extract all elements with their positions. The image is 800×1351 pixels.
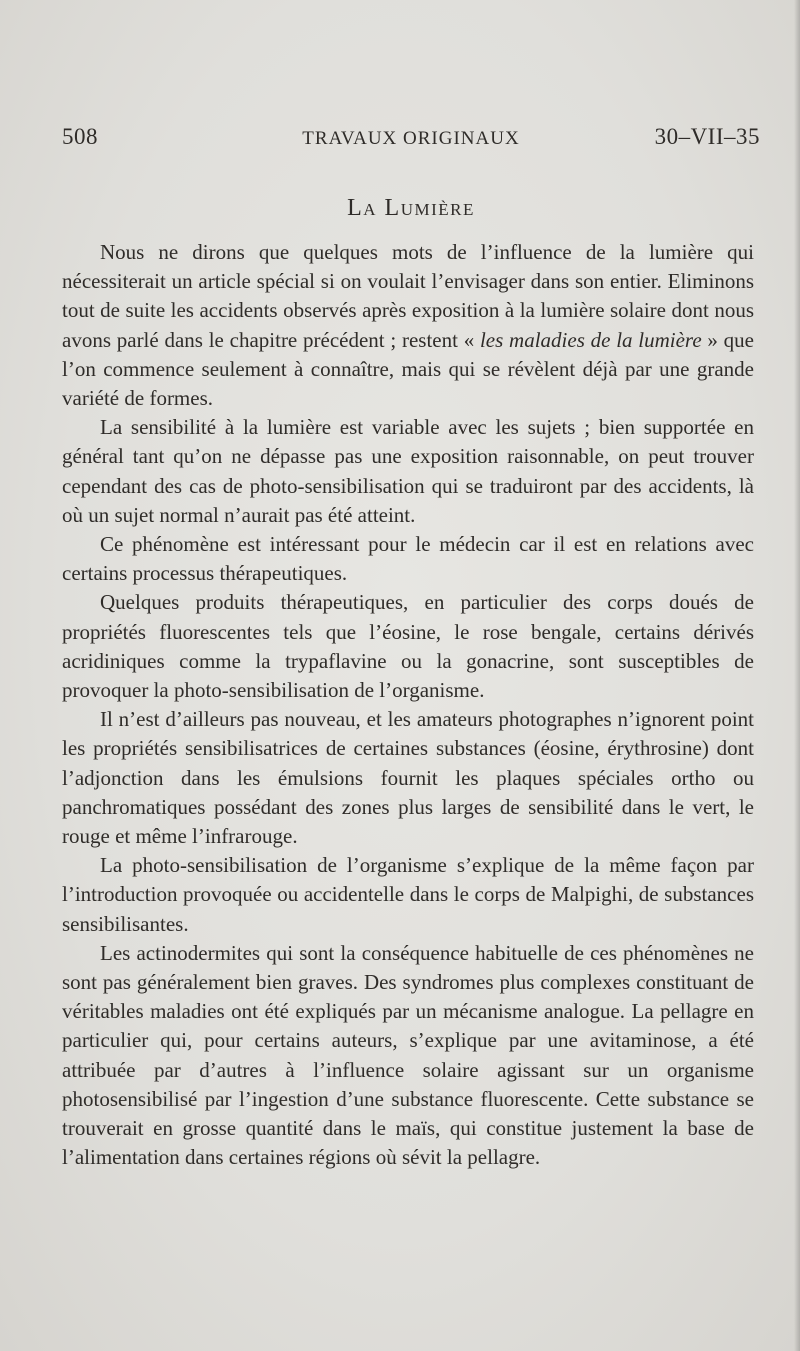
italic-phrase: les maladies de la lumière (479, 327, 702, 352)
running-head (62, 124, 760, 154)
paragraph-text: Nous ne dirons que quelques mots de l’influence de la lumière qui nécessiterait un article spécial si on voulait l’envisager dans son entier. Eliminons tout de suite les accidents observés après exposition à la lumière solaire dont nous avons parlé dans le chapitre précédent ; restent « (62, 240, 754, 352)
paragraph: Quelques produits thérapeutiques, en particulier des corps doués de propriétés fluorescentes tels que l’éosine, le rose bengale, certains dérivés acridiniques comme la trypaflavine ou la gonacrine, sont susceptibles de provoquer la photo-sensibilisation de l’organisme. (62, 590, 754, 703)
paragraph: Il n’est d’ailleurs pas nouveau, et les amateurs photographes n’ignorent point les propriétés sensibilisatrices de certaines substances (éosine, érythrosine) dont l’adjonction dans les émulsions fournit les plaques spéciales ortho ou panchromatiques possédant des zones plus larges de sensibilité dans le vert, le rouge et même l’infrarouge. (62, 707, 754, 849)
paragraph: Ce phénomène est intéressant pour le médecin car il est en relations avec certains processus thérapeutiques. (62, 532, 754, 586)
running-head-section: TRAVAUX ORIGINAUX (302, 128, 520, 149)
paragraph: La photo-sensibilisation de l’organisme s’explique de la même façon par l’introduction provoquée ou accidentelle dans le corps de Malpighi, de substances sensibilisantes. (62, 853, 754, 936)
paragraph (62, 238, 754, 413)
paragraph: La sensibilité à la lumière est variable avec les sujets ; bien supportée en général tant qu’on ne dépasse pas une exposition raisonnable, on peut trouver cependant des cas de photo-sensibilisation qui se traduiront par des accidents, là où un sujet normal n’aurait pas été atteint. (62, 415, 754, 527)
paragraph-text: » que l’on commence seulement à connaître, mais qui se révèlent déjà par une grande variété de formes. (62, 327, 754, 411)
body-text (62, 238, 754, 1173)
page-number: 508 (62, 124, 98, 149)
paragraph: Les actinodermites qui sont la conséquence habituelle de ces phénomènes ne sont pas généralement bien graves. Des syndromes plus complexes constituant de véritables maladies ont été expliqués par un mécanisme analogue. La pellagre en particulier qui, pour certains auteurs, s’explique par une avitaminose, a été attribuée par d’autres à l’influence solaire agissant sur un organisme photosensibilisé par l’ingestion d’une substance fluorescente. Cette substance se trouverait en grosse quantité dans le maïs, qui constitue justement la base de l’alimentation dans certaines régions où sévit la pellagre. (62, 940, 754, 1170)
running-head-date: 30–VII–35 (654, 124, 760, 149)
chapter-title: La Lumière (347, 195, 475, 221)
page-edge-shadow (794, 0, 800, 1351)
